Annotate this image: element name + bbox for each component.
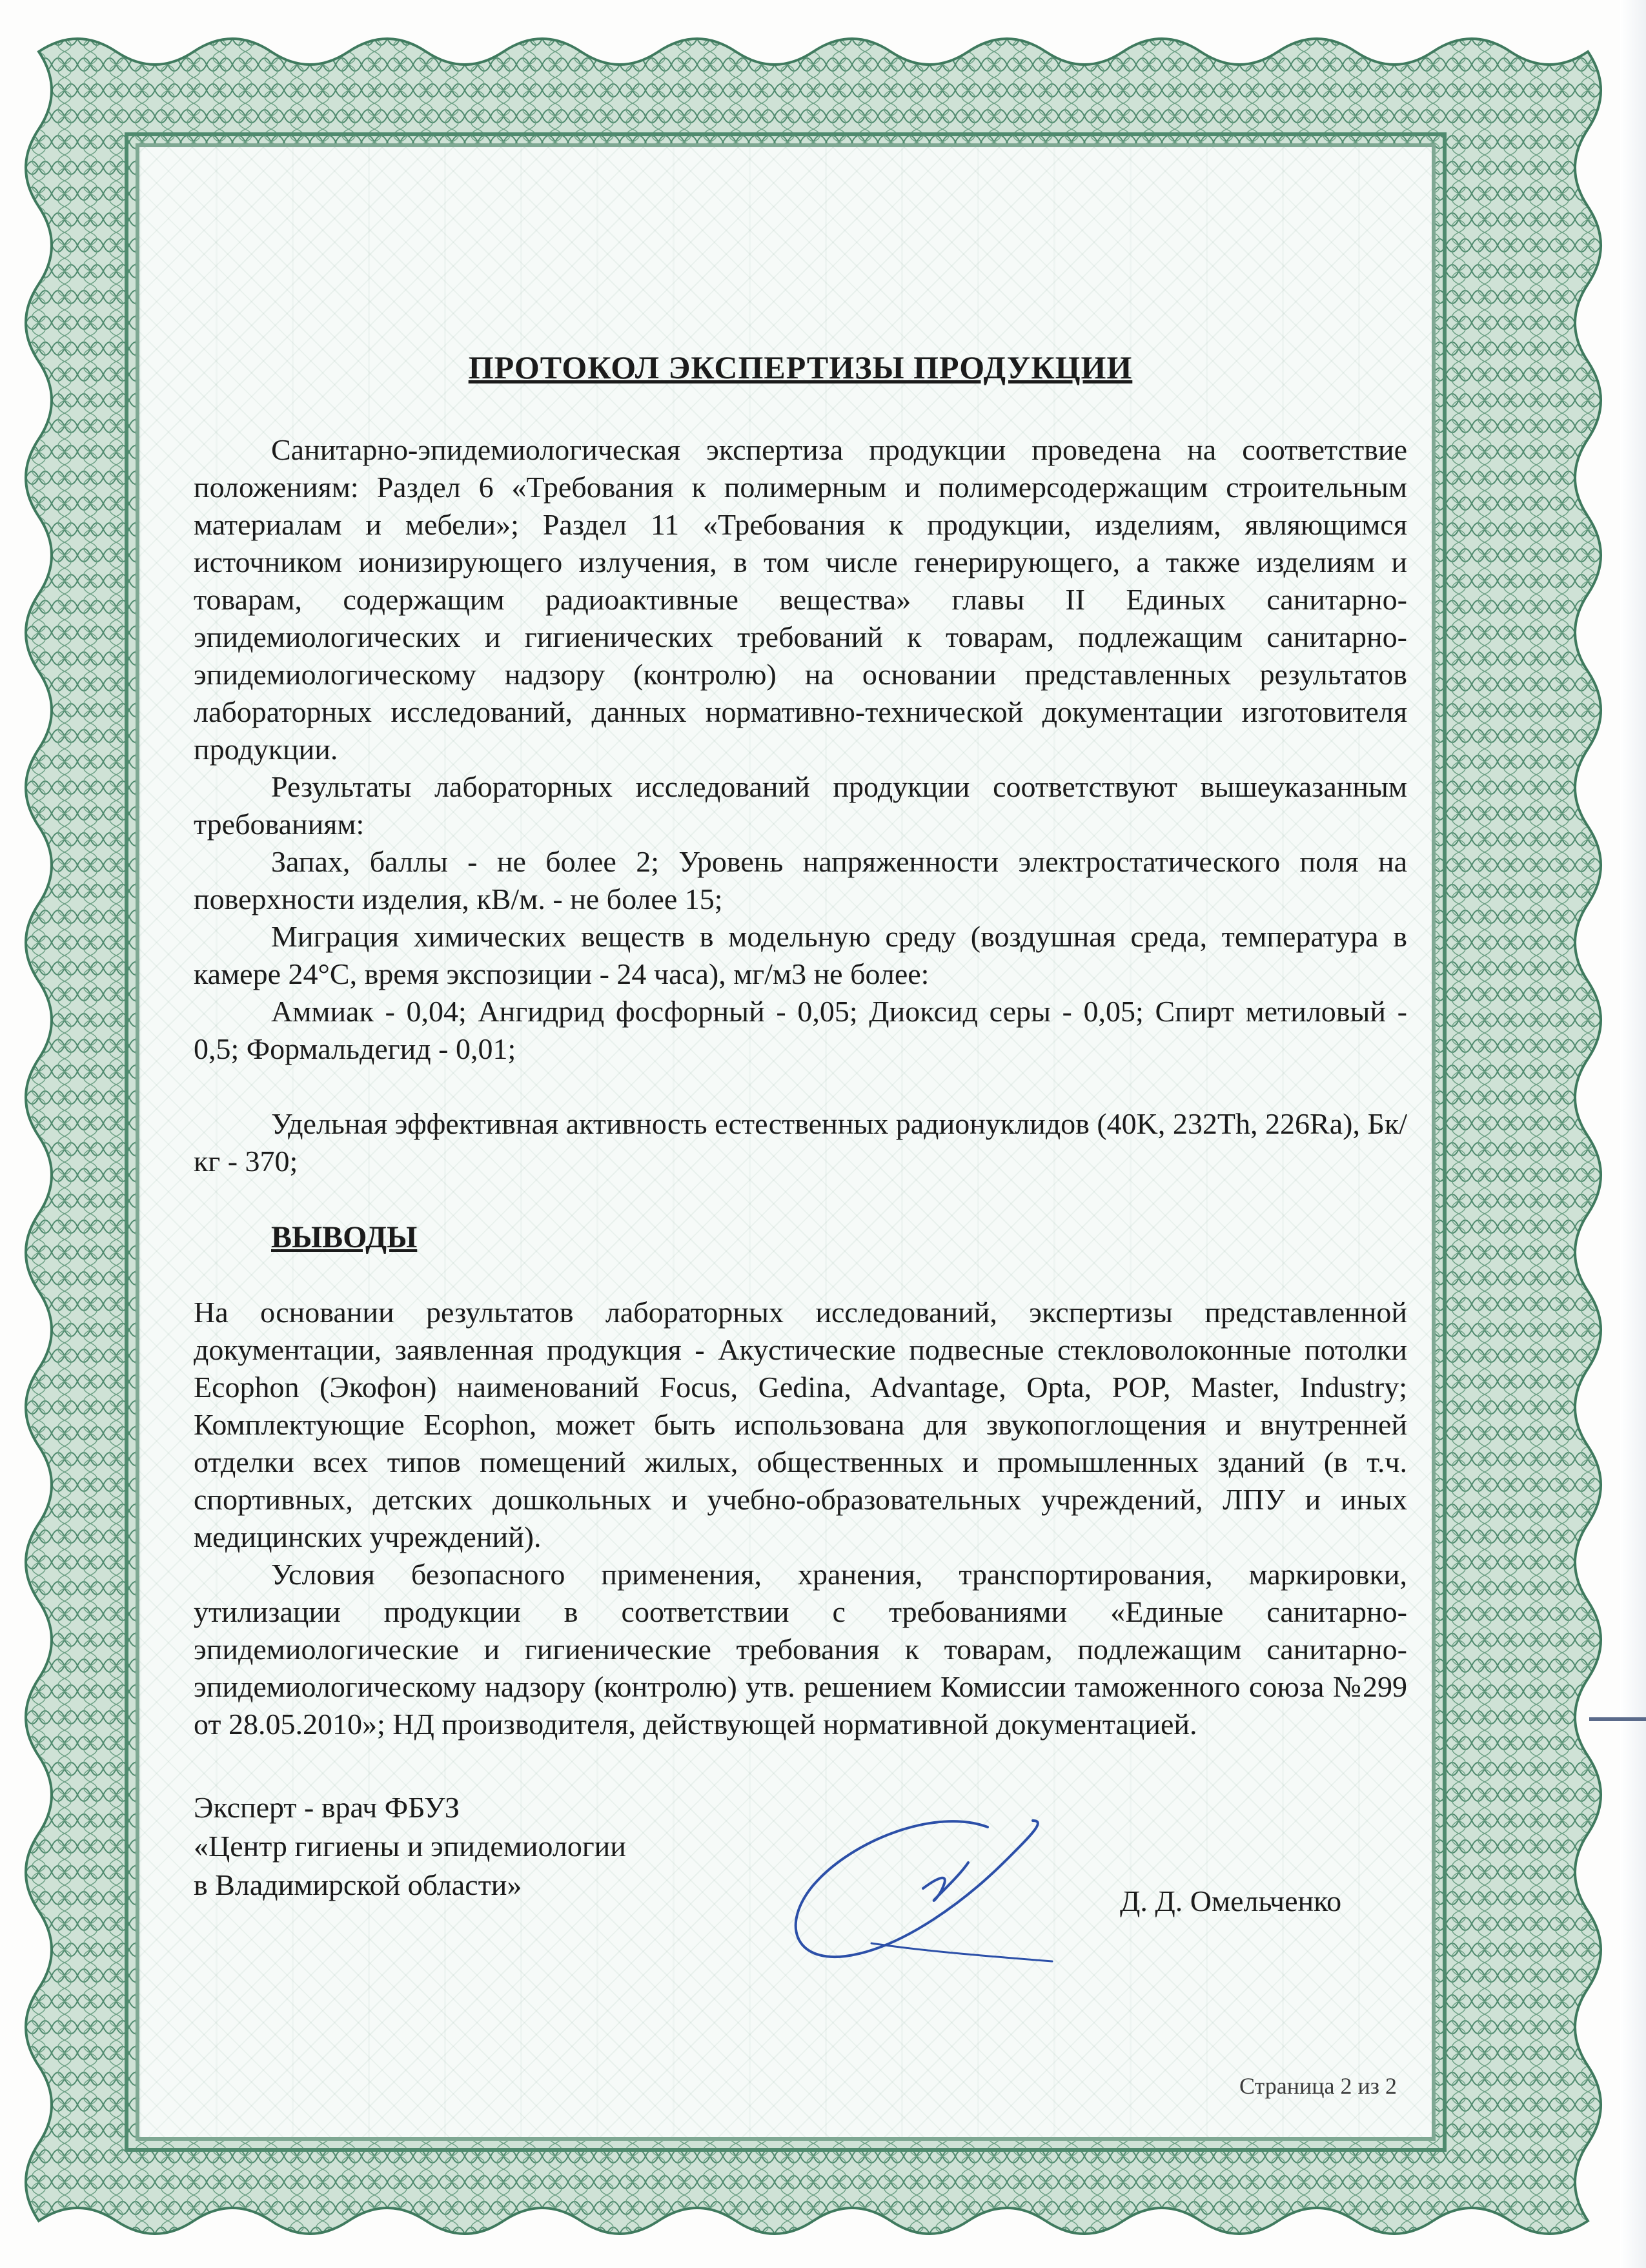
conclusion-paragraph-2: Условия безопасного применения, хранения, транспортирования, маркировки, утилизации продукции в соответствии с требованиями «Единые санитарно-эпидемиологические и гигиенические требования к товарам, подлежащим санитарно-эпидемиологическому надзору (контролю) утв. решением Комиссии таможенного союза №299 от 28.05.2010»; НД производителя, действующей нормативной документацией.: [194, 1558, 1407, 1741]
signature-block: [194, 1788, 1420, 1982]
signatory-line-1: Эксперт - врач ФБУЗ: [194, 1791, 460, 1824]
body-paragraph-5: Аммиак - 0,04; Ангидрид фосфорный - 0,05; Диоксид серы - 0,05; Спирт метиловый - 0,5; Формальдегид - 0,01;: [194, 995, 1407, 1065]
body-paragraph-4: Миграция химических веществ в модельную среду (воздушная среда, температура в камере 24°С, время экспозиции - 24 часа), мг/м3 не более:: [194, 920, 1407, 990]
scan-edge-mark: [1589, 1717, 1646, 1721]
conclusion-paragraph-1: На основании результатов лабораторных исследований, экспертизы представленной документации, заявленная продукция - Акустические подвесные стекловолоконные потолки Ecophon (Экофон) наименований Focus, Gedina, Advantage, Opta, POP, Master, Industry; Комплектующие Ecophon, может быть использована для звукопоглощения и внутренней отделки всех типов помещений жилых, общественных и промышленных зданий (в т.ч. спортивных, детских дошкольных и учебно-образовательных учреждений, ЛПУ и иных медицинских учреждений).: [194, 1296, 1407, 1553]
body-paragraph-2: Результаты лабораторных исследований продукции соответствуют вышеуказанным требованиям:: [194, 770, 1407, 841]
signatory-title: [194, 1788, 626, 1905]
body-paragraph-1: Санитарно-эпидемиологическая экспертиза продукции проведена на соответствие положениям: Раздел 6 «Требования к полимерным и полимерсодержащим строительным материалам и мебели»; Раздел 11 «Требования к продукции, изделиям, являющимся источником ионизирующего излучения, в том числе генерирующего, а также изделиям и товарам, содержащим радиоактивные вещества» главы II Единых санитарно-эпидемиологических и гигиенических требований к товарам, подлежащим санитарно-эпидемиологическому надзору (контролю) на основании представленных результатов лабораторных исследований, данных нормативно-технической документации изготовителя продукции.: [194, 433, 1407, 766]
signatory-line-3: в Владимирской области»: [194, 1868, 522, 1901]
body-paragraph-3: Запах, баллы - не более 2; Уровень напряженности электростатического поля на поверхности изделия, кВ/м. - не более 15;: [194, 845, 1407, 915]
signatory-line-2: «Центр гигиены и эпидемиологии: [194, 1830, 626, 1863]
signatory-name: Д. Д. Омельченко: [1120, 1885, 1342, 1917]
document-title: ПРОТОКОЛ ЭКСПЕРТИЗЫ ПРОДУКЦИИ: [468, 349, 1133, 385]
document-body: [194, 349, 1407, 1743]
body-paragraph-6: Удельная эффективная активность естественных радионуклидов (40K, 232Th, 226Ra), Бк/кг - 370;: [194, 1107, 1407, 1178]
handwritten-signature: [775, 1801, 1072, 1982]
scan-edge: [1620, 0, 1646, 2268]
conclusions-heading: ВЫВОДЫ: [271, 1220, 418, 1254]
page-number: Страница 2 из 2: [1239, 2073, 1397, 2099]
